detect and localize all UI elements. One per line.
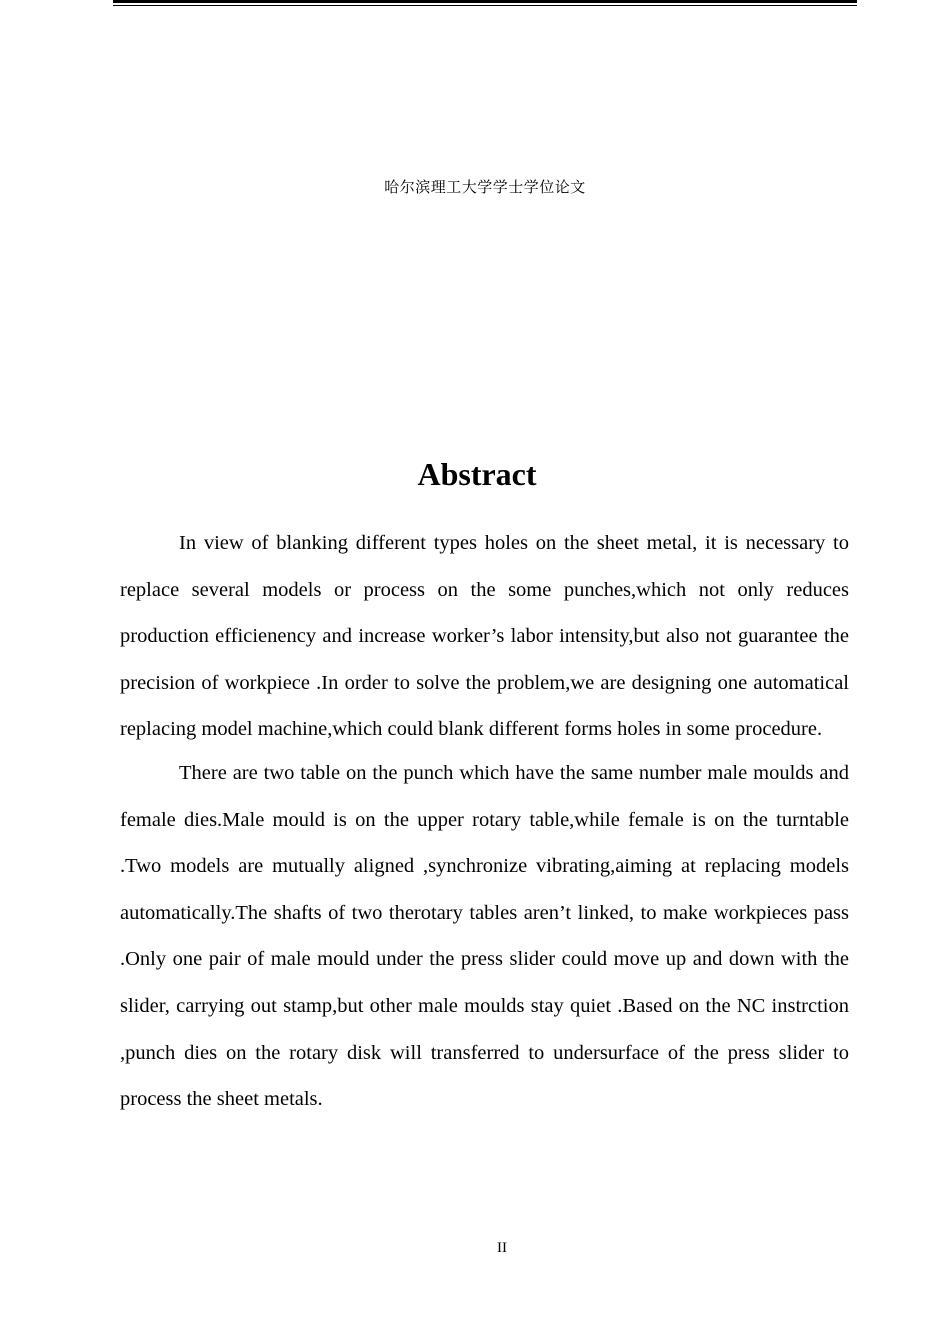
page-number: II [497,1240,507,1256]
abstract-body [120,520,849,1123]
running-header: 哈尔滨理工大学学士学位论文 [384,178,586,196]
header-rule-thick [113,0,857,3]
abstract-paragraph-2: There are two table on the punch which have the same number male moulds and female dies.Male mould is on the upper rotary table,while female is on the turntable .Two models are mutually aligned ,synchronize vibrating,aiming at replacing models automatically.The shafts of two therotary tables aren’t linked, to make workpieces pass .Only one pair of male mould under the press slider could move up and down with the slider, carrying out stamp,but other male moulds stay quiet .Based on the NC instrction ,punch dies on the rotary disk will transferred to undersurface of the press slider to process the sheet metals. [120,761,849,1111]
header-rule-thin [113,5,857,6]
abstract-paragraph-1: In view of blanking different types holes on the sheet metal, it is necessary to replace several models or process on the some punches,which not only reduces production efficienency and increase worker’s labor intensity,but also not guarantee the precision of workpiece .In order to solve the problem,we are designing one automatical replacing model machine,which could blank different forms holes in some procedure. [120,532,849,741]
section-title: Abstract [417,456,537,492]
